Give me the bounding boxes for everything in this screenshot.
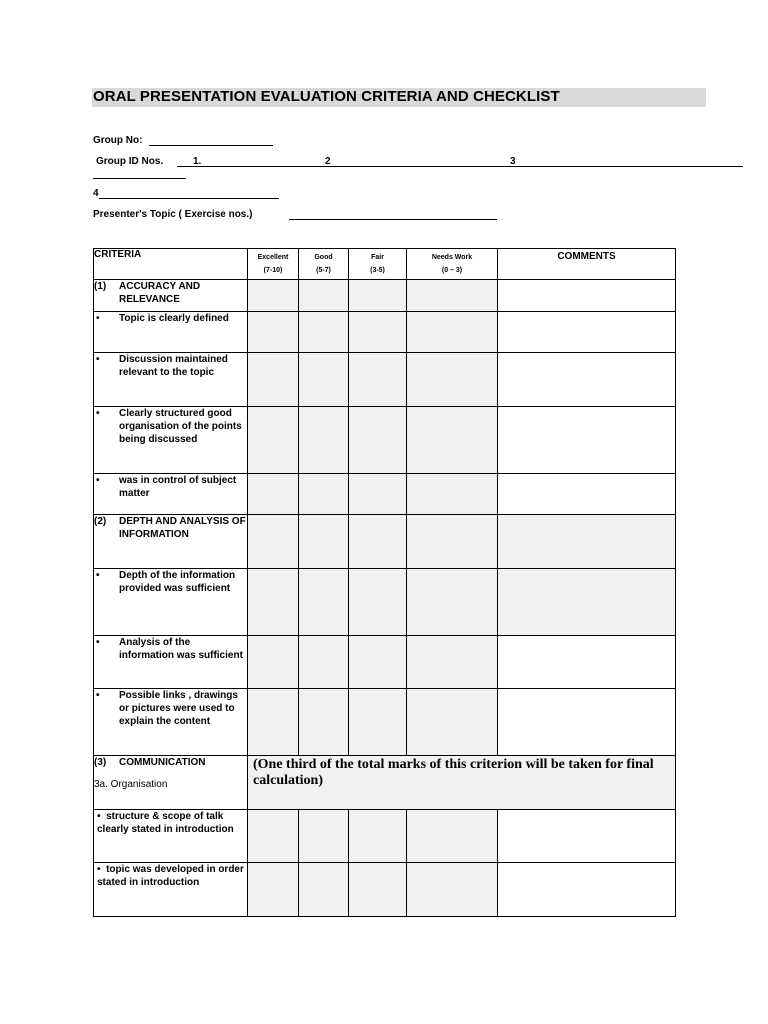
group-id-3-label: 3 <box>510 156 516 167</box>
criterion-text: Discussion maintained relevant to the topic <box>119 354 228 378</box>
presenter-topic-input-line[interactable] <box>289 219 497 220</box>
good-score-cell[interactable] <box>299 689 349 756</box>
excellent-score-cell[interactable] <box>248 863 299 917</box>
comments-header <box>498 249 676 280</box>
criterion-cell <box>94 515 248 569</box>
fair-score-cell[interactable] <box>349 810 407 863</box>
criterion-cell <box>94 312 248 353</box>
group-id-2-label: 2 <box>325 156 331 167</box>
group-id-input-line[interactable] <box>177 166 743 167</box>
table-row <box>94 515 676 569</box>
criteria-header <box>94 249 248 280</box>
bullet: • <box>97 864 101 875</box>
good-header <box>299 249 349 280</box>
comment-cell[interactable] <box>498 407 676 474</box>
comment-cell[interactable] <box>498 636 676 689</box>
good-score-cell[interactable] <box>299 312 349 353</box>
bullet: • <box>96 690 100 701</box>
excellent-score-cell[interactable] <box>248 353 299 407</box>
excellent-score-cell[interactable] <box>248 474 299 515</box>
needs-work-score-cell[interactable] <box>407 689 498 756</box>
table-row <box>94 312 676 353</box>
criterion-cell <box>94 407 248 474</box>
table-row <box>94 353 676 407</box>
criterion-cell <box>94 353 248 407</box>
fair-score-cell[interactable] <box>349 515 407 569</box>
page-title: ORAL PRESENTATION EVALUATION CRITERIA AND CHECKLIST <box>93 88 560 105</box>
good-score-cell[interactable] <box>299 280 349 312</box>
needs-work-label: Needs Work <box>431 254 473 261</box>
excellent-score-cell[interactable] <box>248 515 299 569</box>
table-row <box>94 569 676 636</box>
criterion-number: (3) <box>94 757 107 768</box>
criterion-text: was in control of subject matter <box>119 475 237 499</box>
needs-work-score-cell[interactable] <box>407 636 498 689</box>
bullet: • <box>96 637 100 648</box>
excellent-range: (7-10) <box>263 267 283 274</box>
table-row <box>94 636 676 689</box>
criterion-note-cell <box>248 756 676 810</box>
criterion-cell <box>94 474 248 515</box>
needs-work-score-cell[interactable] <box>407 810 498 863</box>
criterion-text: Topic is clearly defined <box>119 313 229 324</box>
good-score-cell[interactable] <box>299 569 349 636</box>
needs-work-score-cell[interactable] <box>407 312 498 353</box>
comment-cell[interactable] <box>498 353 676 407</box>
fair-score-cell[interactable] <box>349 353 407 407</box>
needs-work-score-cell[interactable] <box>407 515 498 569</box>
needs-work-score-cell[interactable] <box>407 280 498 312</box>
fair-score-cell[interactable] <box>349 863 407 917</box>
excellent-score-cell[interactable] <box>248 689 299 756</box>
group-id-4-input-line[interactable] <box>99 198 279 199</box>
comment-cell[interactable] <box>498 689 676 756</box>
fair-range: (3-5) <box>370 267 385 274</box>
criterion-text: COMMUNICATION <box>119 757 206 768</box>
criterion-cell <box>94 756 248 810</box>
excellent-label: Excellent <box>257 254 289 261</box>
criterion-cell <box>94 280 248 312</box>
comment-cell[interactable] <box>498 810 676 863</box>
criterion-text: topic was developed in order stated in introduction <box>97 864 244 888</box>
criterion-text: ACCURACY AND RELEVANCE <box>119 281 201 305</box>
criterion-text: Depth of the information provided was sufficient <box>119 570 236 594</box>
bullet: • <box>96 354 100 365</box>
excellent-header <box>248 249 299 280</box>
table-row <box>94 810 676 863</box>
needs-work-score-cell[interactable] <box>407 863 498 917</box>
group-no-input-line[interactable] <box>149 145 273 146</box>
criterion-note: (One third of the total marks of this criterion will be taken for final calculation) <box>253 757 654 788</box>
needs-work-score-cell[interactable] <box>407 353 498 407</box>
header-row <box>94 249 676 280</box>
excellent-score-cell[interactable] <box>248 569 299 636</box>
criterion-text: Analysis of the information was sufficient <box>119 637 243 661</box>
group-no-label: Group No: <box>93 135 143 146</box>
excellent-score-cell[interactable] <box>248 407 299 474</box>
evaluation-table <box>93 248 676 917</box>
good-score-cell[interactable] <box>299 863 349 917</box>
needs-work-score-cell[interactable] <box>407 474 498 515</box>
fair-score-cell[interactable] <box>349 280 407 312</box>
table-row <box>94 474 676 515</box>
criterion-text: Clearly structured good organisation of the points being discussed <box>119 408 242 445</box>
table-row <box>94 756 676 810</box>
good-score-cell[interactable] <box>299 636 349 689</box>
bullet: • <box>96 570 100 581</box>
criterion-number: (1) <box>94 281 107 292</box>
excellent-score-cell[interactable] <box>248 810 299 863</box>
fair-score-cell[interactable] <box>349 474 407 515</box>
fair-score-cell[interactable] <box>349 689 407 756</box>
fair-score-cell[interactable] <box>349 569 407 636</box>
comments-label: COMMENTS <box>557 251 616 262</box>
criterion-text: Possible links , drawings or pictures were used to explain the content <box>119 690 238 727</box>
fair-score-cell[interactable] <box>349 407 407 474</box>
group-id-4-label: 4 <box>93 188 99 199</box>
table-row <box>94 280 676 312</box>
good-score-cell[interactable] <box>299 353 349 407</box>
needs-work-score-cell[interactable] <box>407 407 498 474</box>
criterion-cell <box>94 863 248 917</box>
criterion-cell <box>94 810 248 863</box>
comment-cell[interactable] <box>498 515 676 569</box>
good-label: Good <box>314 254 333 261</box>
group-id-continuation-line[interactable] <box>93 178 186 179</box>
good-range: (5-7) <box>316 267 331 274</box>
table-row <box>94 689 676 756</box>
group-id-label: Group ID Nos. <box>96 156 164 167</box>
fair-label: Fair <box>371 254 384 261</box>
excellent-score-cell[interactable] <box>248 312 299 353</box>
bullet: • <box>96 475 100 486</box>
criteria-header-label: CRITERIA <box>94 249 142 260</box>
table-row <box>94 407 676 474</box>
criterion-number: (2) <box>94 516 107 527</box>
group-id-1-label: 1. <box>193 156 202 167</box>
criterion-text: DEPTH AND ANALYSIS OF INFORMATION <box>119 516 246 540</box>
criterion-text: structure & scope of talk clearly stated in introduction <box>97 811 234 835</box>
fair-header <box>349 249 407 280</box>
criterion-cell <box>94 569 248 636</box>
criterion-cell <box>94 689 248 756</box>
bullet: • <box>97 811 101 822</box>
comment-cell[interactable] <box>498 474 676 515</box>
presenter-topic-label: Presenter's Topic ( Exercise nos.) <box>93 209 253 220</box>
bullet: • <box>96 313 100 324</box>
needs-work-score-cell[interactable] <box>407 569 498 636</box>
comment-cell[interactable] <box>498 312 676 353</box>
fair-score-cell[interactable] <box>349 312 407 353</box>
excellent-score-cell[interactable] <box>248 280 299 312</box>
table-row <box>94 863 676 917</box>
good-score-cell[interactable] <box>299 810 349 863</box>
needs-work-header <box>407 249 498 280</box>
comment-cell[interactable] <box>498 863 676 917</box>
excellent-score-cell[interactable] <box>248 636 299 689</box>
fair-score-cell[interactable] <box>349 636 407 689</box>
comment-cell[interactable] <box>498 280 676 312</box>
criterion-subheading: 3a. Organisation <box>94 779 168 790</box>
good-score-cell[interactable] <box>299 515 349 569</box>
good-score-cell[interactable] <box>299 474 349 515</box>
good-score-cell[interactable] <box>299 407 349 474</box>
bullet: • <box>96 408 100 419</box>
criterion-cell <box>94 636 248 689</box>
comment-cell[interactable] <box>498 569 676 636</box>
needs-work-range: (0 – 3) <box>441 267 463 274</box>
